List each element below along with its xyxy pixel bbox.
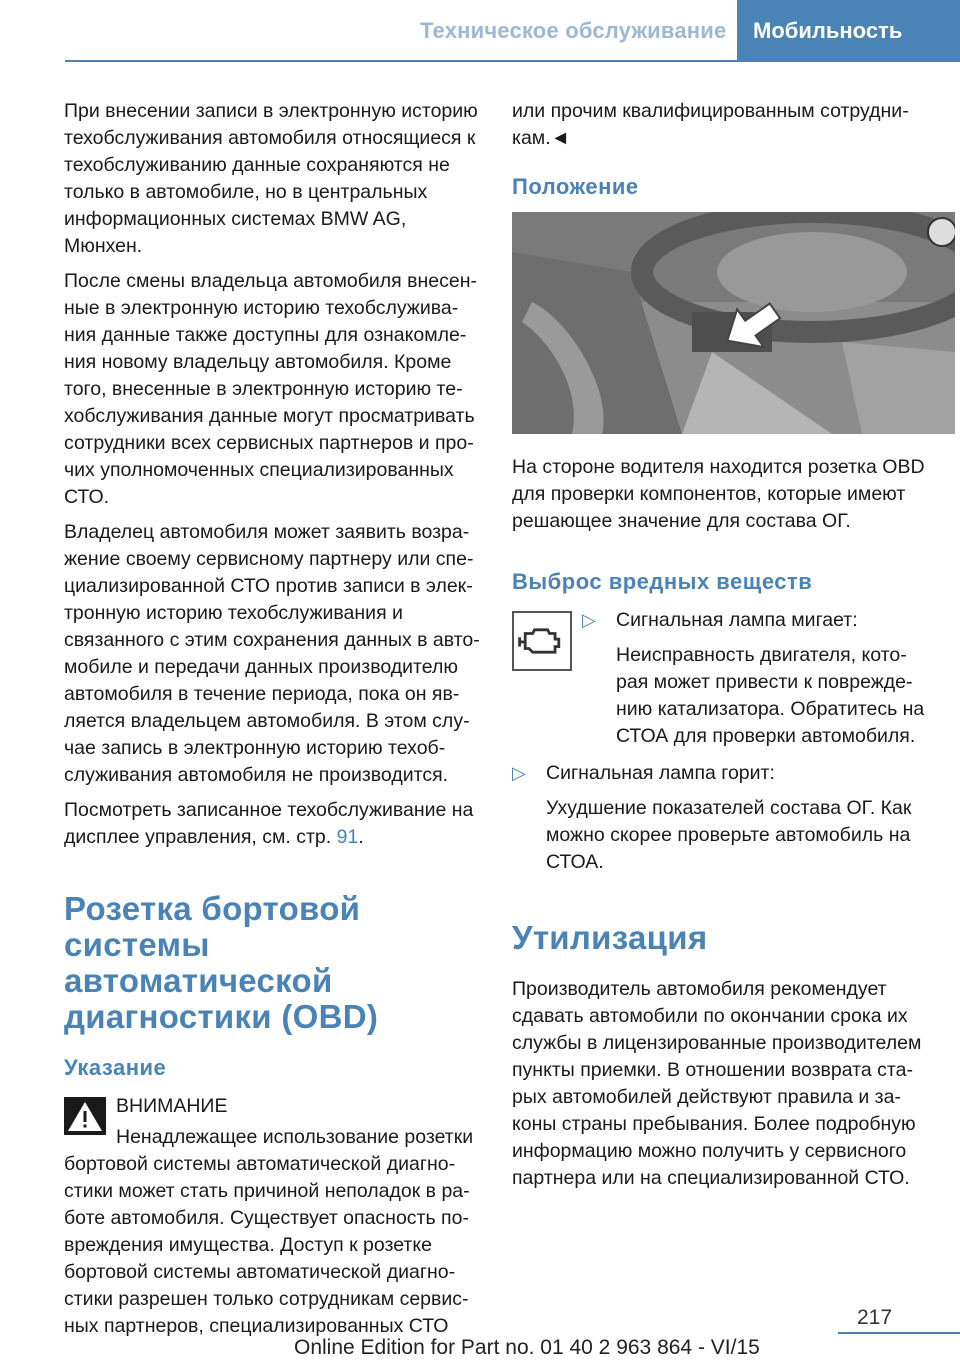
subheading-emissions: Выброс вредных веществ: [512, 569, 813, 594]
section-heading-disposal: Утилизация: [512, 919, 708, 956]
footer-divider: [838, 1332, 960, 1334]
photo-caption: На стороне водителя находится розетка OBD для проверки компонентов, которые имеют решающее значение для состава ОГ.: [512, 456, 925, 532]
triangle-bullet-icon: ▷: [512, 763, 526, 783]
subheading-position: Положение: [512, 174, 639, 199]
list-item: [582, 607, 930, 750]
paragraph: [64, 797, 482, 851]
bullet-title: Сигнальная лампа горит:: [546, 762, 775, 784]
paragraph: Владелец автомобиля может заявить возражение своему сервисному партнеру или специализированной СТО против записи в электронную историю техобслуживания и связанного с этим сохранения данных в автомобиле и передачи данных производителю автомобиля в течение периода, пока он является владельцем автомобиля. В этом случае запись в электронную историю техобслуживания автомобиля не производится.: [64, 521, 480, 786]
bullet-text: Ухудшение показателей состава ОГ. Как можно скорее проверьте автомобиль на СТОА.: [546, 797, 912, 873]
subheading-note: Указание: [64, 1055, 167, 1080]
left-column: [64, 98, 482, 1348]
warning-text: Ненадлежащее использование розетки бортовой системы автоматической диагностики может стать причиной неполадок в работе автомобиля. Существует опасность повреждения имущества. Доступ к розетке бортовой системы автоматической диагностики разрешен только сотрудникам сервисных партнеров, специализированных СТО: [64, 1126, 474, 1337]
warning-triangle-icon: [64, 1097, 106, 1135]
list-item: [512, 760, 930, 876]
paragraph: Производитель автомобиля рекомендует сдавать автомобили по окончании срока их службы в лицензированные производителем пункты приемки. В отношении возврата старых автомобилей действуют правила и законы страны пребывания. Более подробную информацию можно получить у сервисного партнера или на специализированной СТО.: [512, 978, 922, 1189]
paragraph: или прочим квалифицированным сотрудникам.◄: [512, 100, 909, 149]
triangle-bullet-icon: ▷: [582, 610, 596, 630]
page-link[interactable]: 91: [336, 826, 359, 848]
paragraph-text: Посмотреть записанное техобслуживание на дисплее управления, см. стр.: [64, 799, 474, 848]
bullet-text: Неисправность двигателя, которая может привести к повреждению катализатора. Обратитесь на СТОА для проверки автомобиля.: [616, 644, 925, 747]
paragraph: После смены владельца автомобиля внесенные в электронную историю техобслуживания данные также доступны для ознакомления новому владельцу автомобиля. Кроме того, внесенные в электронную историю техобслуживания данные могут просматривать сотрудники всех сервисных партнеров и прочих уполномоченных специализированных СТО.: [64, 270, 477, 508]
section-tab: Техническое обслуживание: [420, 18, 727, 43]
warning-block: [64, 1093, 482, 1340]
emissions-block: [512, 607, 930, 876]
right-column: [512, 98, 930, 1200]
paragraph-end: .: [358, 826, 364, 848]
header-divider: [65, 60, 960, 62]
obd-location-photo: [512, 212, 955, 434]
paragraph: При внесении записи в электронную историю техобслуживания автомобиля относящиеся к техобслуживанию данные сохраняются не только в автомобиле, но в центральных информационных системах BMW AG, Мюнхен.: [64, 100, 478, 257]
check-engine-icon: [512, 611, 572, 671]
page-header: [0, 0, 960, 62]
bullet-title: Сигнальная лампа мигает:: [616, 609, 858, 631]
section-heading-obd: Розетка бортовой системы автоматической диагностики (OBD): [64, 890, 379, 1035]
edition-footer: Online Edition for Part no. 01 40 2 963 864 - VI/15: [294, 1336, 760, 1359]
warning-title: ВНИМАНИЕ: [116, 1095, 228, 1117]
page-number: 217: [857, 1306, 893, 1329]
chapter-tab: Мобильность: [737, 0, 960, 62]
